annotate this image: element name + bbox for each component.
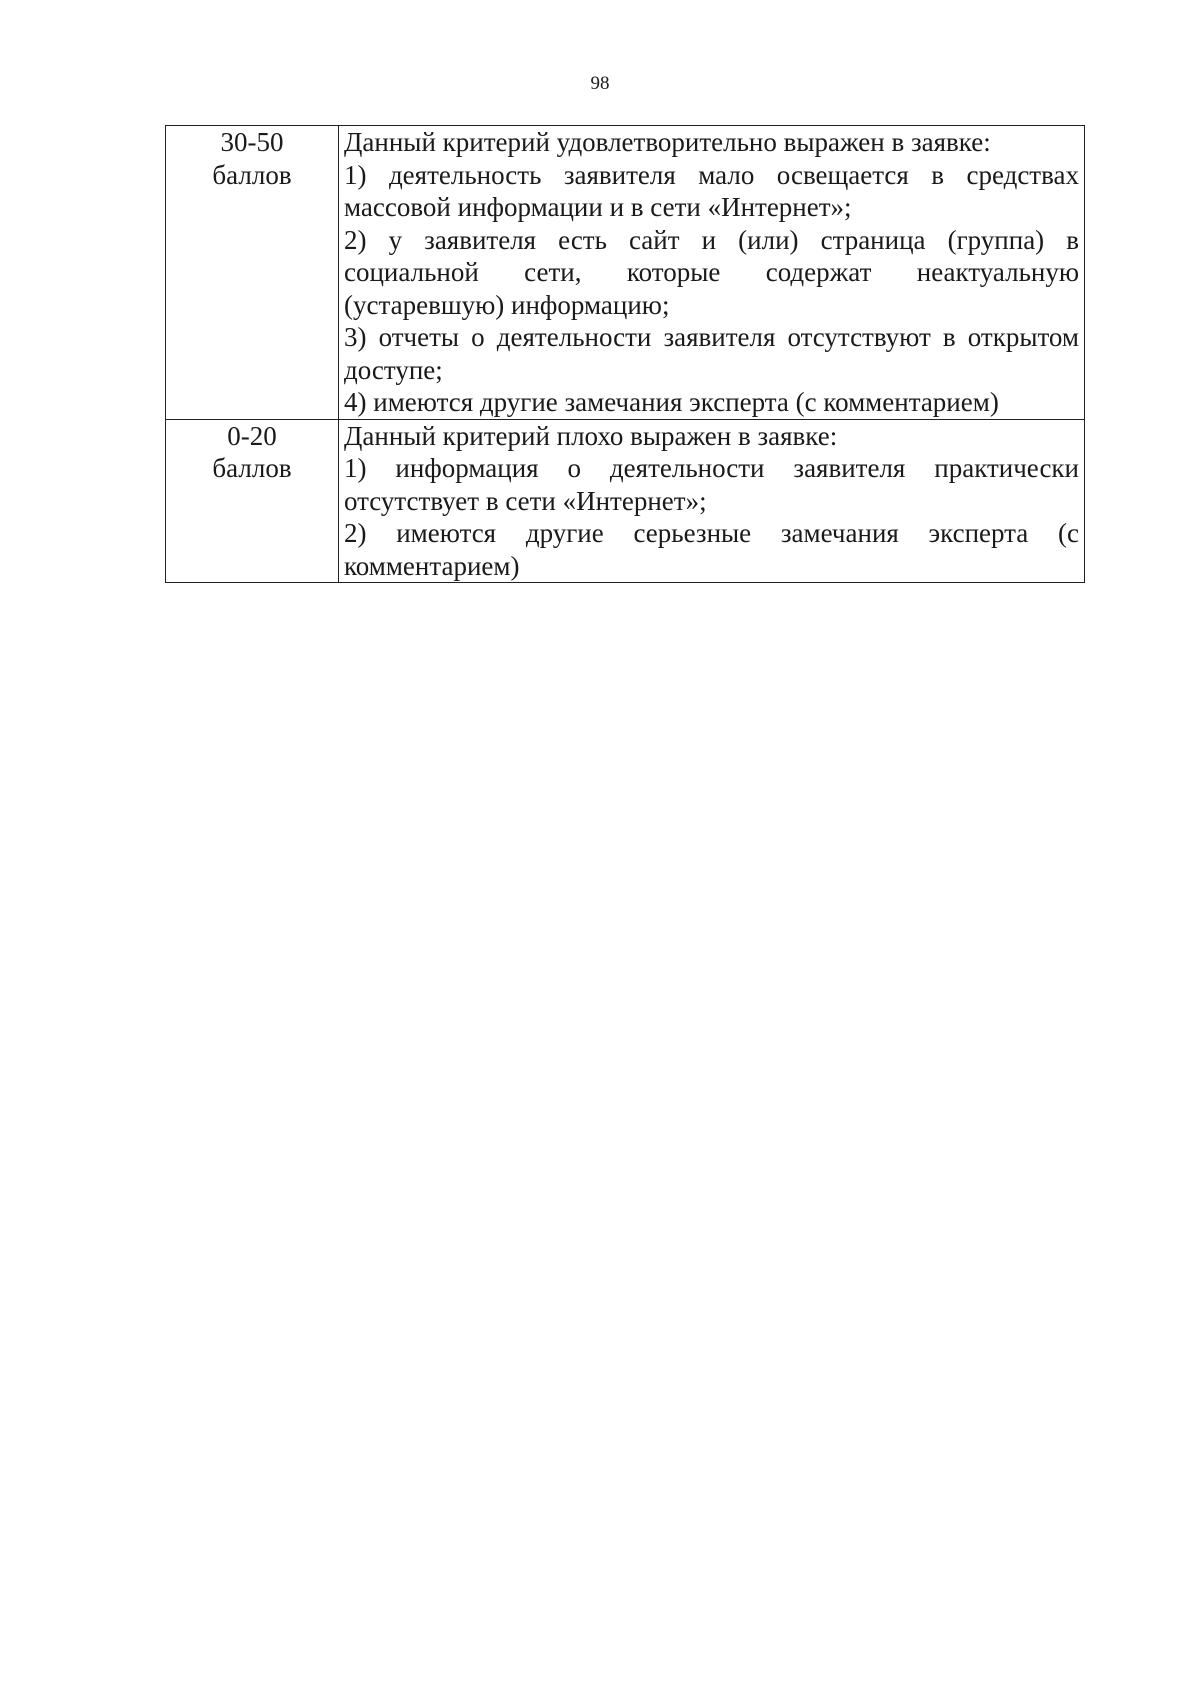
criterion-heading: Данный критерий удовлетворительно выражен в заявке: <box>344 127 991 157</box>
criterion-item: 3) отчеты о деятельности заявителя отсутствуют в открытом доступе; <box>344 322 1079 385</box>
score-cell <box>166 126 339 420</box>
criterion-item: 2) у заявителя есть сайт и (или) страница (группа) в социальной сети, которые содержат неактуальную (устаревшую) информацию; <box>344 224 1079 320</box>
description-cell <box>339 126 1085 420</box>
page-number: 98 <box>590 73 610 94</box>
description-cell <box>339 419 1085 583</box>
criteria-table <box>165 125 1085 583</box>
score-unit: баллов <box>212 453 292 483</box>
score-unit: баллов <box>212 159 292 190</box>
criterion-heading: Данный критерий плохо выражен в заявке: <box>344 420 838 451</box>
criterion-item: 1) информация о деятельности заявителя практически отсутствует в сети «Интернет»; <box>344 453 1079 516</box>
table-row <box>166 126 1085 420</box>
table-row <box>166 419 1085 583</box>
criterion-item: 4) имеются другие замечания эксперта (с комментарием) <box>344 387 999 417</box>
score-range: 0-20 <box>227 420 277 451</box>
score-range: 30-50 <box>220 127 284 157</box>
criterion-item: 1) деятельность заявителя мало освещается в средствах массовой информации и в сети «Интернет»; <box>344 159 1079 222</box>
score-cell <box>166 419 339 583</box>
criterion-item: 2) имеются другие серьезные замечания эксперта (с комментарием) <box>344 518 1079 581</box>
